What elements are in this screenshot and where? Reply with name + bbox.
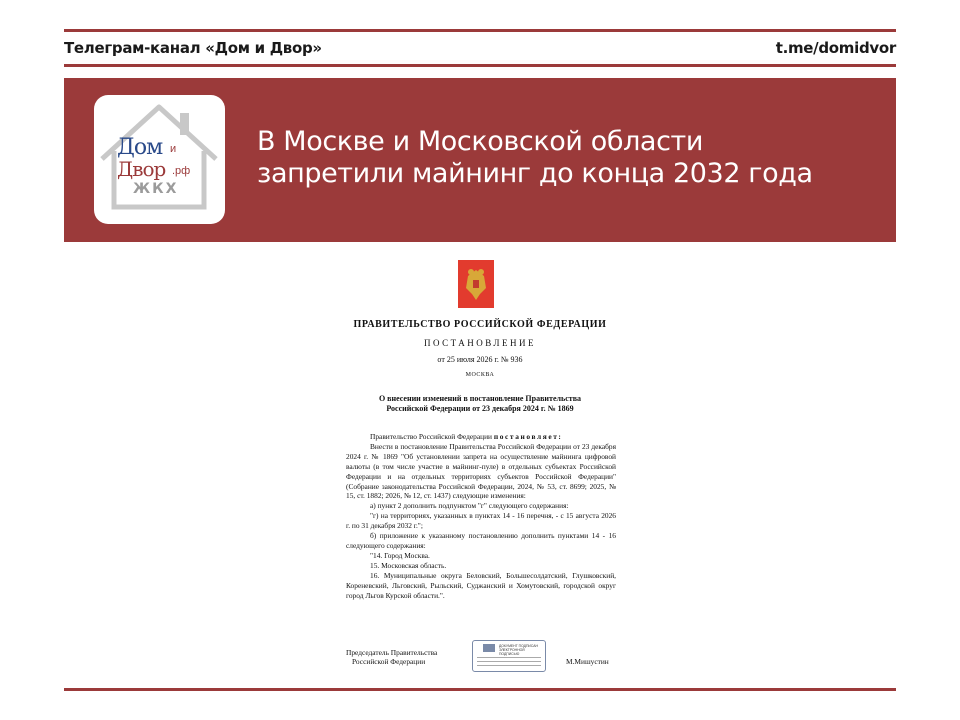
top-rule (64, 29, 896, 32)
stamp-line (477, 657, 541, 658)
paragraph-1: Внести в постановление Правительства Российской Федерации от 23 декабря 2024 г. № 1869 "Об установлении запрета на осуществление майнинга цифровой валюты (в том числе участие в майнинг-пуле) в отдельных субъектах Российской Федерации и на отдельных территориях субъектов Российской Федерации" (Собрание законодательства Российской Федерации, 2024, № 53, ст. 8699; 2025, № 15, ст. 1882; 2026, № 12, ст. 1437) следующие изменения: (346, 441, 616, 501)
document-date: от 25 июля 2026 г. № 936 (437, 355, 523, 364)
e-signature-stamp (472, 640, 546, 672)
paragraph-7: 16. Муниципальные округа Беловский, Большесолдатский, Глушковский, Кореневский, Льговский, Рыльский, Суджанский и Хомутовский, городской округ город Льгов Курской области.". (346, 570, 616, 600)
paragraph-2: а) пункт 2 дополнить подпунктом "г" следующего содержания: (370, 501, 569, 511)
stamp-line (477, 665, 541, 666)
headline (257, 126, 877, 190)
intro-text: Правительство Российской Федерации (370, 432, 492, 441)
document-body (346, 432, 616, 600)
logo-line1-suffix: и (170, 143, 177, 155)
dom-i-dvor-logo (94, 95, 225, 224)
stamp-icon (483, 644, 495, 652)
logo-line1: Дом (117, 135, 163, 160)
signer-title (346, 648, 437, 666)
signer-name: М.Мишустин (566, 657, 609, 666)
intro-bold: постановляет: (493, 432, 563, 441)
logo-line2-suffix: .рф (172, 165, 191, 177)
paragraph-6: 15. Московская область. (370, 560, 447, 570)
bottom-rule (64, 688, 896, 691)
channel-link[interactable]: t.me/domidvor (775, 39, 896, 57)
subject-line1: О внесении изменений в постановление Правительства (378, 394, 582, 403)
logo-line2: Двор (117, 157, 166, 181)
headline-line2: запретили майнинг до конца 2032 года (257, 158, 813, 189)
logo-line3: ЖКХ (133, 181, 179, 197)
paragraph-5: "14. Город Москва. (370, 550, 430, 560)
decree-document (330, 252, 630, 672)
coat-of-arms-icon (458, 260, 494, 308)
signer-title-line1: Председатель Правительства (346, 648, 438, 657)
headline-line1: В Москве и Московской области (257, 126, 704, 157)
channel-header (64, 36, 896, 60)
subject-line2: Российской Федерации от 23 декабря 2024 г. № 1869 (386, 404, 574, 413)
stamp-line (477, 661, 541, 662)
paragraph-3: "г) на территориях, указанных в пунктах 14 - 16 перечня, - с 15 августа 2026 г. по 31 декабря 2032 г."; (346, 511, 616, 531)
channel-name: Телеграм-канал «Дом и Двор» (64, 39, 322, 57)
paragraph-4: б) приложение к указанному постановлению дополнить пунктами 14 - 16 следующего содержания: (346, 531, 616, 550)
document-type: ПОСТАНОВЛЕНИЕ (424, 338, 536, 348)
intro-paragraph (346, 432, 616, 442)
document-city: МОСКВА (465, 372, 495, 378)
stamp-title: ДОКУМЕНТ ПОДПИСАН ЭЛЕКТРОННОЙ ПОДПИСЬЮ (499, 644, 538, 656)
document-subject (330, 394, 630, 414)
signer-title-line2: Российской Федерации (352, 657, 426, 666)
header-rule (64, 64, 896, 67)
document-issuer: ПРАВИТЕЛЬСТВО РОССИЙСКОЙ ФЕДЕРАЦИИ (353, 319, 607, 330)
